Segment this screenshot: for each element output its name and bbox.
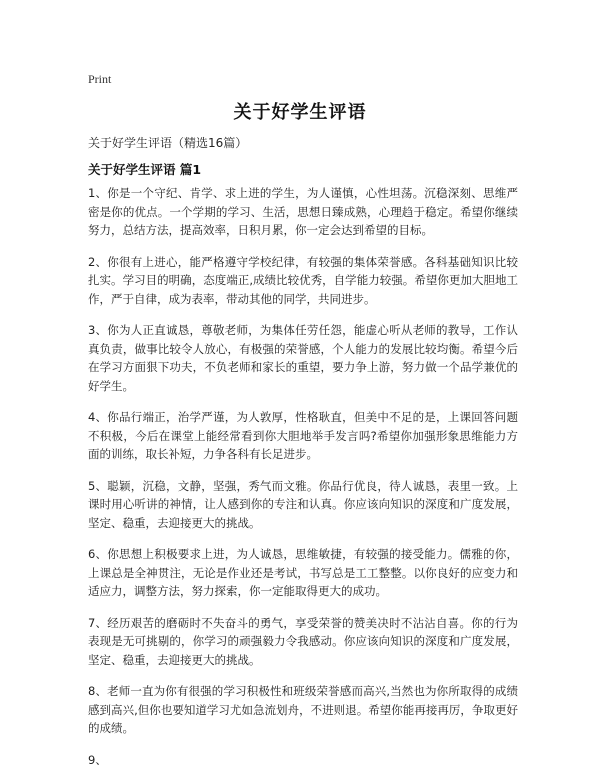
comment-paragraph: 6、你思想上积极要求上进，为人诚恳，思维敏捷，有较强的接受能力。儒雅的你，上课总是全神贯注，无论是作业还是考试，书写总是工工整整。以你良好的应变力和适应力，调整方法，努力探索，你一定能取得更大的成功。 <box>88 547 518 598</box>
section-heading: 关于好学生评语 篇1 <box>88 162 202 177</box>
comment-paragraph: 7、经历艰苦的磨砺时不失奋斗的勇气，享受荣誉的赞美决时不沾沾自喜。你的行为表现是无可挑剔的，你学习的顽强毅力令我感动。你应该向知识的深度和广度发展，坚定、稳重，去迎接更大的挑战。 <box>88 615 518 667</box>
comment-paragraph: 9、 <box>88 752 107 767</box>
print-label[interactable]: Print <box>88 72 112 86</box>
page-title: 关于好学生评语 <box>233 102 367 123</box>
comment-paragraph: 2、你很有上进心，能严格遵守学校纪律，有较强的集体荣誉感。各科基础知识比较扎实。学习目的明确，态度端正,成绩比较优秀，自学能力较强。希望你更加大胆地工作，严于自律，成为表率，带动其他的同学，共同进步。 <box>88 254 518 306</box>
comment-paragraph: 4、你品行端正，治学严谨，为人敦厚，性格耿直，但美中不足的是，上课回答问题不积极，今后在课堂上能经常看到你大胆地举手发言吗?希望你加强形象思维能力方面的训练，取长补短，力争各科有长足进步。 <box>88 410 518 461</box>
comment-paragraph: 3、你为人正直诚恳，尊敬老师，为集体任劳任怨，能虚心听从老师的教导，工作认真负责，做事比较令人放心，有极强的荣誉感，个人能力的发展比较均衡。希望今后在学习方面狠下功夫，不负老师和家长的重望，要力争上游，努力做一个品学兼优的好学生。 <box>88 323 518 393</box>
document-subtitle: 关于好学生评语（精选16篇） <box>88 136 248 150</box>
comment-list <box>88 184 518 782</box>
comment-paragraph: 8、老师一直为你有很强的学习积极性和班级荣誉感而高兴,当然也为你所取得的成绩感到高兴,但你也要知道学习尤如急流划舟，不进则退。希望你能再接再厉，争取更好的成绩。 <box>88 684 518 735</box>
comment-paragraph: 5、聪颖，沉稳，文静，坚强，秀气而文雅。你品行优良，待人诚恳，表里一致。上课时用心听讲的神情，让人感到你的专注和认真。你应该向知识的深度和广度发展，坚定、稳重，去迎接更大的挑战。 <box>88 478 518 530</box>
comment-paragraph: 1、你是一个守纪、肯学、求上进的学生，为人谨慎，心性坦荡。沉稳深刻、思维严密是你的优点。一个学期的学习、生活，思想日臻成熟，心理趋于稳定。希望你继续努力，总结方法，提高效率，日积月累，你一定会达到希望的目标。 <box>88 186 518 237</box>
